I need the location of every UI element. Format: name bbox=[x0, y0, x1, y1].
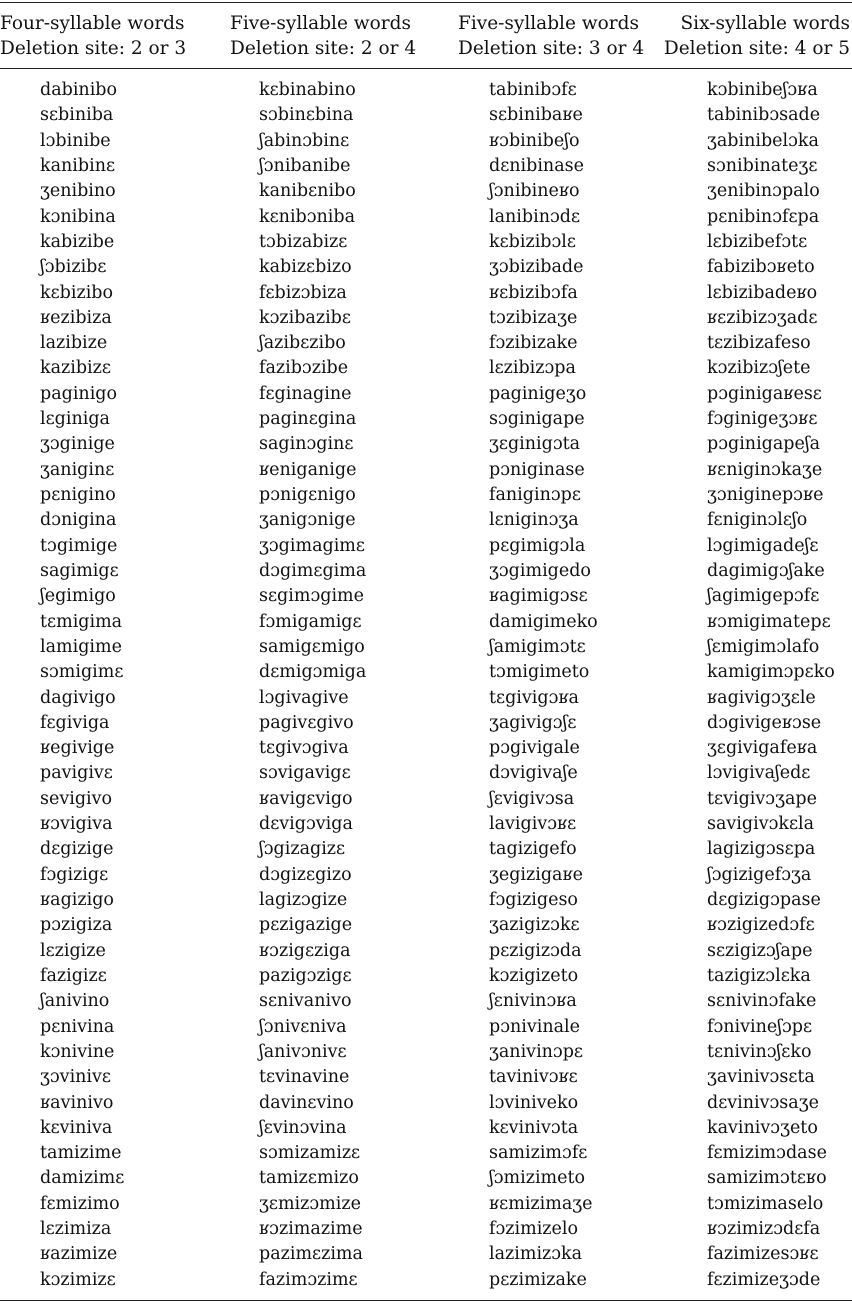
header-title: Five-syllable words bbox=[458, 13, 639, 34]
word-cell: fazimizesɔʁɛ bbox=[707, 1244, 819, 1265]
column-header-1 bbox=[230, 11, 416, 61]
word-cell: tɔmizimaselo bbox=[707, 1193, 824, 1214]
word-cell: fɔgizigeso bbox=[489, 890, 578, 910]
word-cell: tɔzibizaʒe bbox=[489, 307, 578, 328]
word-cell: pazimɛzima bbox=[259, 1244, 363, 1265]
word-cell: pɔginigaʁesɛ bbox=[707, 383, 822, 404]
header-rule bbox=[0, 68, 852, 69]
word-cell: tabinibɔsade bbox=[707, 105, 821, 126]
word-cell: sɔginigape bbox=[489, 409, 585, 430]
word-cell: dɔvigivaʃe bbox=[489, 763, 578, 784]
word-cell: kɛbizibo bbox=[40, 282, 114, 303]
word-cell: ʃɛnivinɔʁa bbox=[489, 991, 577, 1012]
word-cell: ʒɔbizibade bbox=[489, 257, 584, 278]
word-cell: fazigizɛ bbox=[40, 965, 107, 986]
header-title: Six-syllable words bbox=[680, 13, 850, 34]
word-cell: ʒɔgimagimɛ bbox=[259, 535, 365, 556]
word-cell: dabinibo bbox=[40, 80, 118, 100]
word-cell: sɔmizamizɛ bbox=[259, 1143, 361, 1164]
word-cell: ʒenibino bbox=[40, 181, 116, 202]
word-cell: dɔgivigeʁɔse bbox=[707, 712, 822, 733]
word-cell: sɛgimɔgime bbox=[259, 586, 364, 607]
word-cell: fazimɔzimɛ bbox=[259, 1269, 358, 1290]
word-cell: sagimigɛ bbox=[40, 560, 119, 581]
word-cell: kɔzigizeto bbox=[489, 965, 579, 986]
word-cell: ʁɔbinibeʃo bbox=[489, 130, 580, 151]
word-cell: fabizibɔʁeto bbox=[707, 257, 815, 278]
word-cell: ʁagizigo bbox=[40, 890, 114, 910]
word-cell: tɛzibizafeso bbox=[707, 333, 811, 354]
word-cell: kanibɛnibo bbox=[259, 181, 356, 202]
word-cell: kɛbinabino bbox=[259, 80, 356, 100]
word-cell: dɛvigɔviga bbox=[259, 814, 353, 835]
word-cell: ʃɔnivɛniva bbox=[259, 1016, 347, 1037]
word-cell: lagizigɔsɛpa bbox=[707, 839, 816, 860]
word-cell: ʁɔzimizɔdɛfa bbox=[707, 1219, 821, 1240]
word-cell: ʃɔnibineʁo bbox=[489, 181, 580, 202]
word-cell: lɛniginɔʒa bbox=[489, 510, 579, 531]
word-cell: ʃazibɛzibo bbox=[259, 333, 346, 354]
word-cell: ʁagimigɔsɛ bbox=[489, 586, 588, 607]
word-cell: fɔzimizelo bbox=[489, 1219, 578, 1240]
word-cell: davinɛvino bbox=[259, 1092, 354, 1113]
word-cell: pɛzimizake bbox=[489, 1269, 587, 1290]
word-cell: samigɛmigo bbox=[259, 636, 365, 657]
word-cell: tamizɛmizo bbox=[259, 1168, 359, 1189]
word-cell: ʁazimize bbox=[40, 1244, 118, 1265]
word-cell: ʁezibiza bbox=[40, 307, 112, 328]
word-cell: lɛbizibadeʁo bbox=[707, 282, 818, 303]
word-cell: ʁagivigɔʒɛle bbox=[707, 687, 816, 708]
word-cell: lagizɔgize bbox=[259, 890, 348, 910]
word-cell: ʃɛvigivɔsa bbox=[489, 788, 575, 809]
word-cell: savigivɔkɛla bbox=[707, 814, 815, 835]
word-cell: kamigimɔpɛko bbox=[707, 662, 835, 683]
word-cell: damizimɛ bbox=[40, 1168, 125, 1189]
word-cell: lavigivɔʁɛ bbox=[489, 814, 577, 835]
word-cell: ʁɛmizimaʒe bbox=[489, 1193, 593, 1214]
word-cell: fɛzimizeʒɔde bbox=[707, 1269, 821, 1290]
word-cell: kɔzimizɛ bbox=[40, 1269, 116, 1290]
word-cell: tɛnivinɔʃɛko bbox=[707, 1041, 812, 1062]
word-cell: sɔbinɛbina bbox=[259, 105, 354, 126]
word-cell: kabizibe bbox=[40, 231, 115, 252]
word-cell: fɔgizigɛ bbox=[40, 864, 109, 885]
word-cell: ʃɔgizigefɔʒa bbox=[707, 864, 812, 885]
word-cell: tamizime bbox=[40, 1143, 122, 1164]
word-cell: lɛbizibefɔtɛ bbox=[707, 231, 808, 252]
word-cell: lamigime bbox=[40, 636, 122, 657]
word-cell: sɔnibinateʒɛ bbox=[707, 155, 818, 176]
word-cell: ʒanivinɔpɛ bbox=[489, 1041, 584, 1062]
column-header-2 bbox=[458, 11, 644, 61]
word-cell: sɔvigavigɛ bbox=[259, 763, 351, 784]
word-cell: kabizɛbizo bbox=[259, 257, 352, 278]
word-cell: tavinivɔʁɛ bbox=[489, 1067, 578, 1088]
word-cell: ʁɔzimazime bbox=[259, 1219, 363, 1240]
word-cell: fɔzibizake bbox=[489, 333, 578, 354]
word-cell: sevigivo bbox=[40, 788, 113, 809]
word-cell: kɔzibizɔʃete bbox=[707, 358, 811, 379]
word-column-0 bbox=[40, 78, 124, 1293]
word-cell: kɛviniva bbox=[40, 1117, 113, 1138]
word-cell: ʁɔzigɛziga bbox=[259, 940, 351, 961]
word-cell: dɔgimɛgima bbox=[259, 560, 367, 581]
word-cell: ʃanivino bbox=[40, 991, 110, 1012]
word-cell: lazimizɔka bbox=[489, 1244, 583, 1265]
word-cell: dɛmigɔmiga bbox=[259, 662, 367, 683]
word-cell: tɛvigivɔʒape bbox=[707, 788, 817, 809]
word-cell: ʃɔnibanibe bbox=[259, 155, 351, 176]
word-cell: ʒɔniginepɔʁe bbox=[707, 485, 824, 505]
word-cell: tɛgivigɔʁa bbox=[489, 687, 579, 708]
word-cell: dagivigo bbox=[40, 687, 116, 708]
word-cell: kanibinɛ bbox=[40, 155, 116, 176]
word-cell: tɔgimige bbox=[40, 535, 118, 556]
word-cell: lɔviniveko bbox=[489, 1092, 579, 1113]
word-cell: lɔgimigadeʃɛ bbox=[707, 535, 819, 556]
word-cell: ʁɛniginɔkaʒe bbox=[707, 459, 823, 480]
word-cell: pɔginigapeʃa bbox=[707, 434, 821, 455]
word-cell: ʒɛmizɔmize bbox=[259, 1193, 361, 1214]
word-cell: pɔniginase bbox=[489, 459, 585, 480]
word-cell: ʒɔgimigedo bbox=[489, 560, 591, 581]
word-cell: paginigo bbox=[40, 383, 118, 404]
word-cell: ʒanigɔnige bbox=[259, 510, 356, 531]
header-title: Five-syllable words bbox=[230, 13, 411, 34]
word-cell: pɛzigazige bbox=[259, 915, 353, 936]
word-cell: ʃabinɔbinɛ bbox=[259, 130, 350, 151]
header-subtitle: Deletion site: 2 or 3 bbox=[0, 38, 187, 59]
word-cell: dɛvinivɔsaʒe bbox=[707, 1092, 819, 1113]
word-cell: ʒɔginige bbox=[40, 434, 115, 455]
word-cell: tɛgivɔgiva bbox=[259, 738, 349, 759]
word-cell: tabinibɔfɛ bbox=[489, 80, 577, 100]
word-cell: dɛgizigɔpase bbox=[707, 890, 821, 910]
word-cell: pɛnigino bbox=[40, 485, 116, 505]
word-cell: ʃɔbizibɛ bbox=[40, 257, 107, 278]
word-cell: fɔmigamigɛ bbox=[259, 611, 362, 632]
header-title: Four-syllable words bbox=[0, 13, 185, 34]
word-column-1 bbox=[259, 78, 366, 1293]
word-cell: tɛmigima bbox=[40, 611, 123, 632]
word-cell: pɛnivina bbox=[40, 1016, 115, 1037]
word-cell: lɛginiga bbox=[40, 409, 110, 430]
word-cell: ʃamigimɔtɛ bbox=[489, 636, 586, 657]
word-column-2 bbox=[489, 78, 598, 1293]
word-cell: fazibɔzibe bbox=[259, 358, 349, 379]
word-cell: fɛmizimo bbox=[40, 1193, 120, 1214]
word-cell: sɔmigimɛ bbox=[40, 662, 124, 683]
word-cell: ʁɔzigizedɔfɛ bbox=[707, 915, 815, 936]
bottom-rule bbox=[0, 1300, 852, 1301]
word-cell: pɔnigɛnigo bbox=[259, 485, 356, 505]
word-cell: ʃanivɔnivɛ bbox=[259, 1041, 347, 1062]
word-cell: kɔnivine bbox=[40, 1041, 115, 1062]
word-cell: saginɔginɛ bbox=[259, 434, 354, 455]
word-cell: fɛgiviga bbox=[40, 712, 110, 733]
word-cell: lɛzigize bbox=[40, 940, 106, 961]
word-cell: kɛnibɔniba bbox=[259, 206, 356, 227]
word-cell: ʒegizigaʁe bbox=[489, 864, 584, 885]
header-subtitle: Deletion site: 3 or 4 bbox=[458, 38, 645, 59]
word-cell: ʁɔmigimatepɛ bbox=[707, 611, 831, 632]
word-cell: tɛvinavine bbox=[259, 1067, 350, 1088]
column-header-0 bbox=[0, 11, 186, 61]
word-cell: dɛnibinase bbox=[489, 155, 584, 176]
word-cell: lɛzibizɔpa bbox=[489, 358, 576, 379]
word-cell: fɛniginɔlɛʃo bbox=[707, 510, 808, 531]
word-cell: lanibinɔdɛ bbox=[489, 206, 581, 227]
word-cell: kɔnibina bbox=[40, 206, 116, 227]
word-cell: ʒazigizɔkɛ bbox=[489, 915, 580, 936]
word-cell: ʁɔvigiva bbox=[40, 814, 113, 835]
word-cell: sɛbiniba bbox=[40, 105, 114, 126]
header-subtitle: Deletion site: 2 or 4 bbox=[230, 38, 417, 59]
word-cell: ʒavinivɔsɛta bbox=[707, 1067, 815, 1088]
word-cell: ʒɛginigɔta bbox=[489, 434, 581, 455]
word-cell: ʁavinivo bbox=[40, 1092, 114, 1113]
word-cell: dagimigɔʃake bbox=[707, 560, 825, 581]
word-cell: lazibize bbox=[40, 333, 108, 354]
word-cell: ʁɛbizibɔfa bbox=[489, 282, 578, 303]
word-cell: paginigeʒo bbox=[489, 383, 587, 404]
word-cell: ʒabinibelɔka bbox=[707, 130, 819, 151]
word-cell: samizimɔtɛʁo bbox=[707, 1168, 827, 1189]
word-cell: tɔbizabizɛ bbox=[259, 231, 348, 252]
word-cell: ʃɔmizimeto bbox=[489, 1168, 586, 1189]
word-cell: fɔnivineʃɔpɛ bbox=[707, 1016, 813, 1037]
top-rule bbox=[0, 2, 852, 3]
word-cell: ʒagivigɔʃɛ bbox=[489, 712, 577, 733]
word-cell: fɛbizɔbiza bbox=[259, 282, 347, 303]
word-cell: sɛnivinɔfake bbox=[707, 991, 817, 1012]
word-cell: pɔzigiza bbox=[40, 915, 113, 936]
word-cell: kɛvinivɔta bbox=[489, 1117, 579, 1138]
word-cell: ʁɛzibizɔʒadɛ bbox=[707, 307, 818, 328]
word-cell: damigimeko bbox=[489, 611, 598, 632]
word-cell: tagizigefo bbox=[489, 839, 577, 860]
word-cell: lɔbinibe bbox=[40, 130, 111, 151]
word-cell: fɔginigeʒɔʁɛ bbox=[707, 409, 818, 430]
word-cell: tɔmigimeto bbox=[489, 662, 590, 683]
word-cell: ʒɔvinivɛ bbox=[40, 1067, 111, 1088]
column-header-3 bbox=[664, 11, 850, 61]
word-cell: pɛnibinɔfɛpa bbox=[707, 206, 820, 227]
word-cell: ʃɛvinɔvina bbox=[259, 1117, 347, 1138]
word-column-3 bbox=[707, 78, 835, 1293]
word-cell: ʁavigɛvigo bbox=[259, 788, 353, 809]
word-cell: sɛbinibaʁe bbox=[489, 105, 583, 126]
word-cell: fɛginagine bbox=[259, 383, 352, 404]
word-cell: pɔnivinale bbox=[489, 1016, 581, 1037]
word-cell: ʒaniginɛ bbox=[40, 459, 115, 480]
word-cell: dɔnigina bbox=[40, 510, 117, 531]
word-cell: pɔgivigale bbox=[489, 738, 580, 759]
word-cell: pavigivɛ bbox=[40, 763, 113, 784]
word-cell: lɔvigivaʃedɛ bbox=[707, 763, 811, 784]
word-cell: pɛzigizɔda bbox=[489, 940, 582, 961]
word-cell: ʁegivige bbox=[40, 738, 115, 759]
word-cell: dɔgizɛgizo bbox=[259, 864, 352, 885]
word-cell: ʒɛgivigafeʁa bbox=[707, 738, 818, 759]
word-cell: pazigɔzigɛ bbox=[259, 965, 352, 986]
word-cell: samizimɔfɛ bbox=[489, 1143, 588, 1164]
word-cell: kɔzibazibɛ bbox=[259, 307, 351, 328]
word-cell: kazibizɛ bbox=[40, 358, 111, 379]
word-cell: kɛbizibɔlɛ bbox=[489, 231, 576, 252]
word-cell: faniginɔpɛ bbox=[489, 485, 581, 505]
word-cell: pagivɛgivo bbox=[259, 712, 354, 733]
word-cell: sɛzigizɔʃape bbox=[707, 940, 813, 961]
word-cell: paginɛgina bbox=[259, 409, 357, 430]
header-subtitle: Deletion site: 4 or 5 bbox=[663, 38, 850, 59]
word-cell: ʃagimigepɔfɛ bbox=[707, 586, 820, 607]
word-cell: lɛzimiza bbox=[40, 1219, 112, 1240]
word-cell: tazigizɔlɛka bbox=[707, 965, 811, 986]
word-cell: ʁeniganige bbox=[259, 459, 357, 480]
word-cell: fɛmizimɔdase bbox=[707, 1143, 827, 1164]
word-cell: dɛgizige bbox=[40, 839, 114, 860]
word-cell: kɔbinibeʃɔʁa bbox=[707, 80, 818, 100]
word-cell: kavinivɔʒeto bbox=[707, 1117, 818, 1138]
word-cell: pɛgimigɔla bbox=[489, 535, 586, 556]
word-cell: sɛnivanivo bbox=[259, 991, 352, 1012]
word-cell: ʃɛmigimɔlafo bbox=[707, 636, 820, 657]
word-cell: lɔgivagive bbox=[259, 687, 349, 708]
word-cell: ʒenibinɔpalo bbox=[707, 181, 820, 202]
word-cell: ʃegimigo bbox=[40, 586, 116, 607]
word-cell: ʃɔgizagizɛ bbox=[259, 839, 346, 860]
